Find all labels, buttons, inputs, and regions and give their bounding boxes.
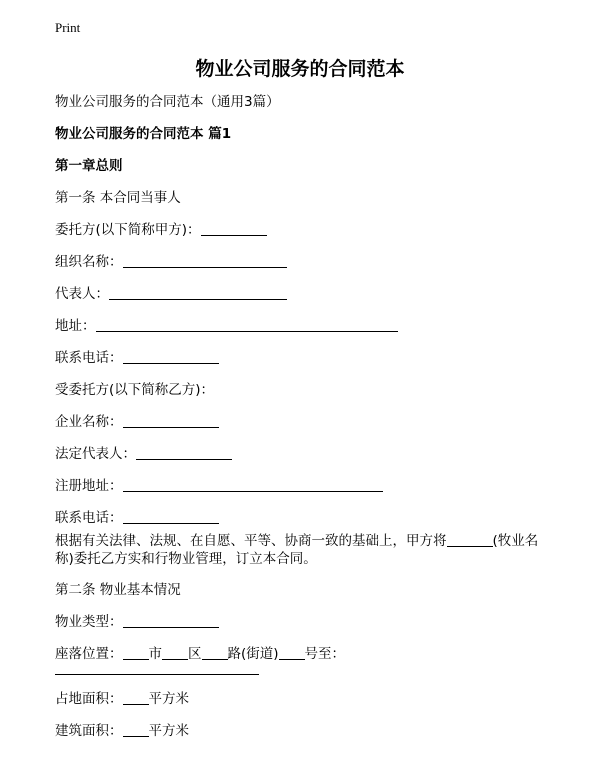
org-name-line xyxy=(55,253,287,271)
location-label: 座落位置： xyxy=(55,646,123,662)
land-area-blank xyxy=(123,690,149,705)
party-a-phone-blank xyxy=(123,349,219,364)
org-name-label: 组织名称： xyxy=(55,254,123,270)
chapter-heading: 第一章总则 xyxy=(55,158,123,174)
party-b-phone-blank xyxy=(123,509,219,524)
address-blank xyxy=(96,317,398,332)
company-name-line xyxy=(55,413,219,431)
company-name-blank xyxy=(123,413,219,428)
company-name-label: 企业名称： xyxy=(55,414,123,430)
party-a-phone-line xyxy=(55,349,219,367)
entrustment-paragraph xyxy=(55,532,550,568)
legal-rep-label: 法定代表人： xyxy=(55,446,136,462)
number-blank xyxy=(279,645,305,660)
reg-address-blank xyxy=(123,477,383,492)
city-label: 市 xyxy=(148,646,162,662)
paragraph-part-2: (牧业名称)委托乙方实和行物业管理，订立本合同。 xyxy=(55,533,539,567)
land-area-line xyxy=(55,690,189,708)
party-b-phone-label: 联系电话： xyxy=(55,510,123,526)
representative-line xyxy=(55,285,287,303)
land-area-unit: 平方米 xyxy=(148,691,189,707)
building-area-unit: 平方米 xyxy=(148,723,189,739)
address-label: 地址： xyxy=(55,318,96,334)
property-type-blank xyxy=(123,613,219,628)
district-label: 区 xyxy=(188,646,202,662)
property-type-label: 物业类型： xyxy=(55,614,123,630)
city-blank xyxy=(123,645,149,660)
road-label: 路(街道) xyxy=(227,646,279,662)
representative-label: 代表人： xyxy=(55,286,109,302)
document-title: 物业公司服务的合同范本 xyxy=(195,58,405,80)
address-line xyxy=(55,317,398,335)
party-a-blank xyxy=(201,221,267,236)
representative-blank xyxy=(109,285,287,300)
article-2-heading: 第二条 物业基本情况 xyxy=(55,582,181,598)
paragraph-blank xyxy=(447,532,493,547)
reg-address-line xyxy=(55,477,383,495)
section-heading: 物业公司服务的合同范本 篇1 xyxy=(55,126,232,142)
building-area-line xyxy=(55,722,189,740)
print-link[interactable]: Print xyxy=(55,20,81,35)
location-continuation-blank xyxy=(55,674,259,675)
legal-rep-blank xyxy=(136,445,232,460)
location-line xyxy=(55,645,345,663)
party-b-phone-line xyxy=(55,509,219,527)
reg-address-label: 注册地址： xyxy=(55,478,123,494)
org-name-blank xyxy=(123,253,287,268)
party-b-line: 受委托方(以下简称乙方)： xyxy=(55,382,215,398)
document-subtitle: 物业公司服务的合同范本（通用3篇） xyxy=(55,94,280,110)
road-blank xyxy=(202,645,228,660)
party-a-label: 委托方(以下简称甲方)： xyxy=(55,222,201,238)
building-area-label: 建筑面积： xyxy=(55,723,123,739)
paragraph-part-1: 根据有关法律、法规、在自愿、平等、协商一致的基础上，甲方将 xyxy=(55,533,447,549)
party-a-line xyxy=(55,221,267,239)
number-label: 号至： xyxy=(304,646,346,662)
building-area-blank xyxy=(123,722,149,737)
land-area-label: 占地面积： xyxy=(55,691,123,707)
article-1-heading: 第一条 本合同当事人 xyxy=(55,190,181,206)
legal-rep-line xyxy=(55,445,232,463)
district-blank xyxy=(162,645,188,660)
party-a-phone-label: 联系电话： xyxy=(55,350,123,366)
property-type-line xyxy=(55,613,219,631)
